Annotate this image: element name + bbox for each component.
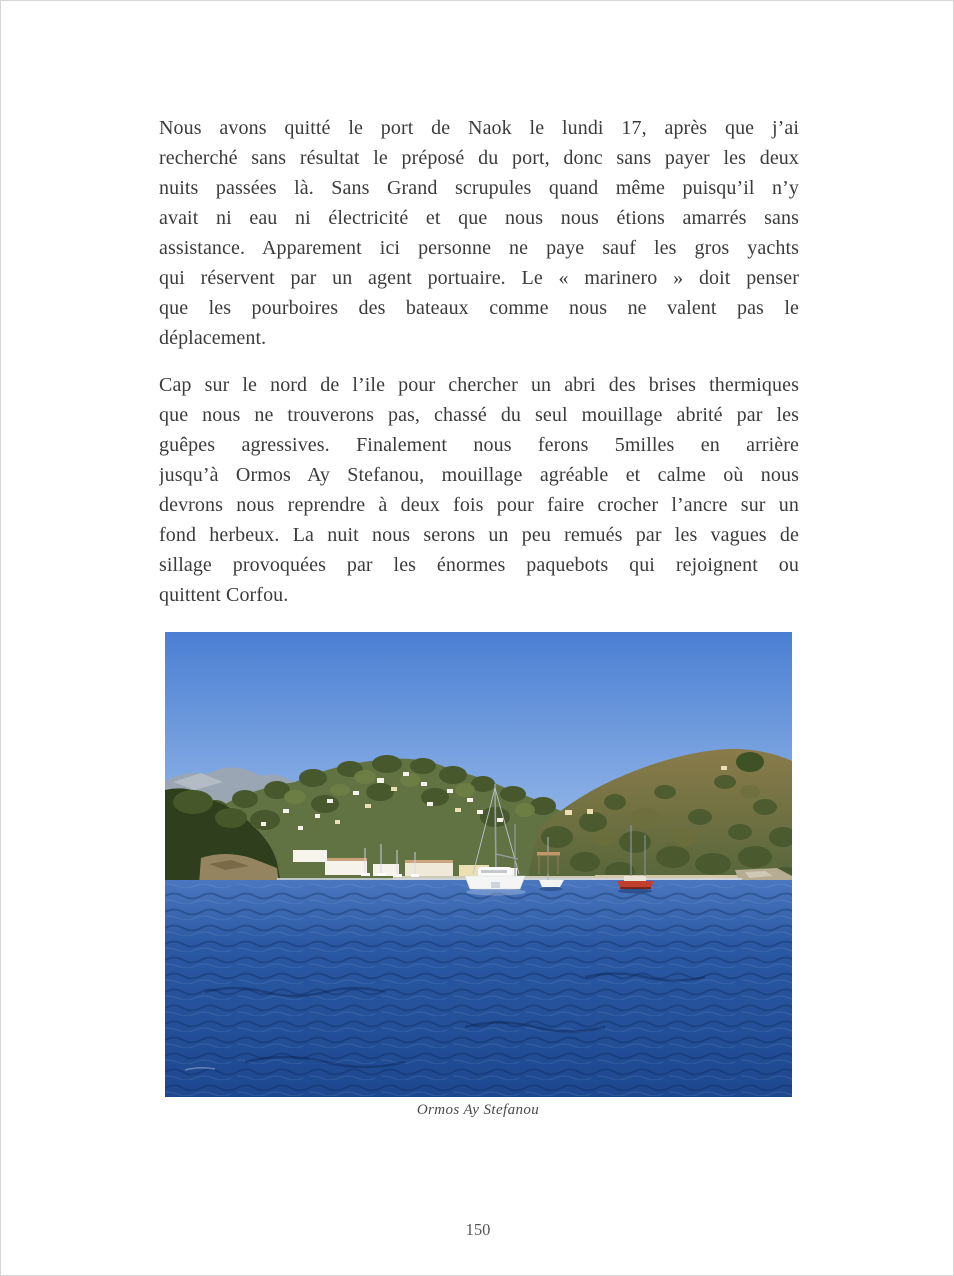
paragraph-2 <box>159 370 799 610</box>
figure-caption: Ormos Ay Stefanou <box>416 1102 540 1118</box>
text-line: jusqu’à Ormos Ay Stefanou, mouillage agréable et calme où nous <box>159 464 799 486</box>
page-number: 150 <box>465 1220 491 1239</box>
text-line: devrons nous reprendre à deux fois pour faire crocher l’ancre sur un <box>159 494 799 516</box>
text-line: quittent Corfou. <box>159 584 289 606</box>
text-line: que nous ne trouverons pas, chassé du seul mouillage abrité par les <box>159 404 799 426</box>
text-line: sillage provoquées par les énormes paquebots qui rejoignent ou <box>159 554 799 576</box>
bay-photo <box>165 632 792 1097</box>
text-line: fond herbeux. La nuit nous serons un peu remués par les vagues de <box>159 524 799 546</box>
text-line: guêpes agressives. Finalement nous ferons 5milles en arrière <box>159 434 799 456</box>
text-line: déplacement. <box>159 327 267 349</box>
text-line: nuits passées là. Sans Grand scrupules quand même puisqu’il n’y <box>159 177 799 199</box>
text-line: que les pourboires des bateaux comme nous ne valent pas le <box>159 297 799 319</box>
text-line: qui réservent par un agent portuaire. Le « marinero » doit penser <box>159 267 799 289</box>
bay-photo-illustration <box>165 632 792 1097</box>
text-line: recherché sans résultat le préposé du port, donc sans payer les deux <box>159 147 799 169</box>
text-line: Nous avons quitté le port de Naok le lundi 17, après que j’ai <box>159 117 799 139</box>
text-line: assistance. Apparement ici personne ne paye sauf les gros yachts <box>159 237 799 259</box>
text-line: Cap sur le nord de l’ile pour chercher un abri des brises thermiques <box>159 374 799 396</box>
body-text <box>159 113 799 610</box>
paragraph-1 <box>159 113 799 353</box>
text-line: avait ni eau ni électricité et que nous nous étions amarrés sans <box>159 207 799 229</box>
